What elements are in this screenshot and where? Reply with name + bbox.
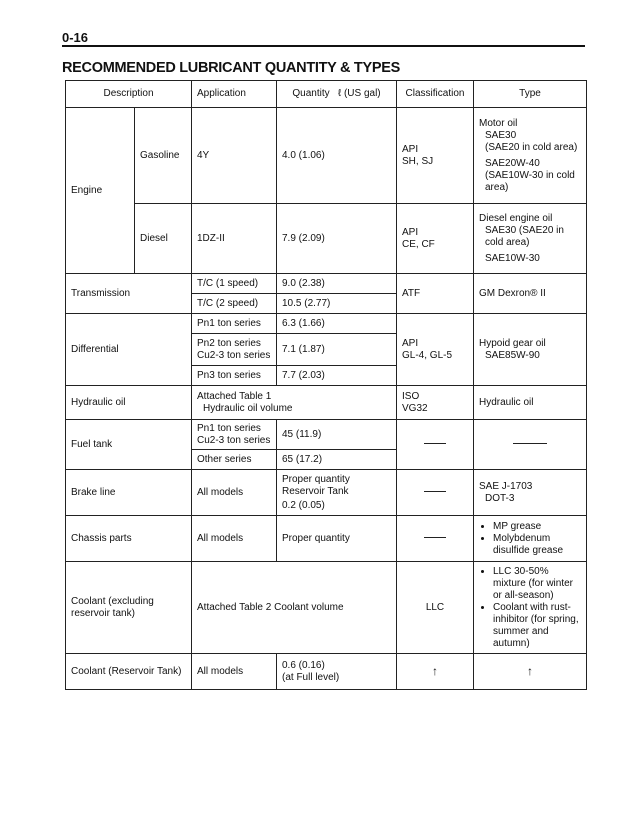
gasoline-classification-1: API (402, 143, 419, 155)
brake-type-1: SAE J-1703 (479, 480, 533, 492)
transmission-app-2: T/C (2 speed) (192, 294, 277, 314)
lubricant-table (65, 80, 587, 690)
brake-application: All models (192, 470, 277, 516)
transmission-qty-2: 10.5 (2.77) (277, 294, 397, 314)
coolant-type (474, 562, 587, 654)
engine-label: Engine (66, 108, 135, 274)
hydraulic-classification-2: VG32 (402, 402, 428, 414)
coolant-reservoir-quantity-2: (at Full level) (282, 671, 340, 683)
hydraulic-classification (397, 386, 474, 420)
gasoline-type-4: (SAE10W-30 in cold (485, 169, 575, 181)
gasoline-quantity: 4.0 (1.06) (277, 108, 397, 204)
not-applicable-dash (424, 443, 446, 444)
gasoline-application: 4Y (192, 108, 277, 204)
header-row (66, 81, 587, 108)
diesel-label: Diesel (135, 204, 192, 274)
chassis-row (66, 516, 587, 562)
diesel-application: 1DZ-II (192, 204, 277, 274)
header-description: Description (66, 81, 192, 108)
diesel-classification (397, 204, 474, 274)
brake-quantity-2: Reservoir Tank (282, 485, 349, 497)
hydraulic-app-1: Attached Table 1 (197, 390, 272, 402)
transmission-qty-1: 9.0 (2.38) (277, 274, 397, 294)
gasoline-type-3: SAE20W-40 (485, 157, 540, 169)
fuel-type (474, 420, 587, 470)
fuel-app-1b: Cu2-3 ton series (197, 434, 271, 446)
chassis-type-2: • Molybdenum disulfide grease (493, 533, 581, 557)
fuel-app-1 (192, 420, 277, 450)
differential-row-1 (66, 314, 587, 334)
header-quantity-unit: ℓ (US gal) (337, 88, 381, 99)
differential-qty-2: 7.1 (1.87) (277, 334, 397, 366)
coolant-reservoir-type (474, 654, 587, 690)
chassis-application: All models (192, 516, 277, 562)
engine-gasoline-row (66, 108, 587, 204)
fuel-app-1a: Pn1 ton series (197, 422, 261, 434)
fuel-app-2: Other series (192, 450, 277, 470)
differential-qty-1: 6.3 (1.66) (277, 314, 397, 334)
brake-quantity (277, 470, 397, 516)
header-quantity (277, 81, 397, 108)
differential-app-2 (192, 334, 277, 366)
diesel-classification-2: CE, CF (402, 238, 435, 250)
gasoline-classification (397, 108, 474, 204)
header-classification: Classification (397, 81, 474, 108)
coolant-reservoir-label: Coolant (Reservoir Tank) (66, 654, 192, 690)
differential-type (474, 314, 587, 386)
fuel-classification (397, 420, 474, 470)
not-applicable-dash (513, 443, 547, 444)
brake-type (474, 470, 587, 516)
coolant-type-2: • Coolant with rust-inhibitor (for spring, summer and autumn) (493, 602, 581, 650)
fuel-row-1 (66, 420, 587, 450)
hydraulic-app-2: Hydraulic oil volume (203, 402, 293, 414)
diesel-type-3: SAE10W-30 (485, 252, 540, 264)
gasoline-type-5: area) (485, 181, 509, 193)
differential-type-1: Hypoid gear oil (479, 337, 546, 349)
coolant-application: Attached Table 2 Coolant volume (192, 562, 397, 654)
gasoline-type-1: SAE30 (485, 129, 517, 141)
fuel-qty-1: 45 (11.9) (277, 420, 397, 450)
header-type: Type (474, 81, 587, 108)
transmission-type: GM Dexron® II (474, 274, 587, 314)
transmission-label: Transmission (66, 274, 192, 314)
hydraulic-label: Hydraulic oil (66, 386, 192, 420)
differential-type-2: SAE85W-90 (485, 349, 540, 361)
brake-row (66, 470, 587, 516)
hydraulic-row (66, 386, 587, 420)
header-rule (62, 45, 585, 47)
header-application: Application (192, 81, 277, 108)
fuel-label: Fuel tank (66, 420, 192, 470)
chassis-type (474, 516, 587, 562)
fuel-qty-2: 65 (17.2) (277, 450, 397, 470)
transmission-classification: ATF (397, 274, 474, 314)
gasoline-classification-2: SH, SJ (402, 155, 434, 167)
gasoline-label: Gasoline (135, 108, 192, 204)
differential-qty-3: 7.7 (2.03) (277, 366, 397, 386)
brake-quantity-3: 0.2 (0.05) (282, 499, 325, 511)
brake-quantity-1: Proper quantity (282, 473, 350, 485)
coolant-row (66, 562, 587, 654)
coolant-reservoir-quantity-1: 0.6 (0.16) (282, 659, 325, 671)
page-title: RECOMMENDED LUBRICANT QUANTITY & TYPES (62, 60, 400, 76)
differential-app-3: Pn3 ton series (192, 366, 277, 386)
diesel-classification-1: API (402, 226, 419, 238)
differential-label: Differential (66, 314, 192, 386)
hydraulic-classification-1: ISO (402, 390, 420, 402)
coolant-reservoir-row (66, 654, 587, 690)
page-number: 0-16 (62, 30, 89, 45)
differential-app-1: Pn1 ton series (192, 314, 277, 334)
transmission-row-1 (66, 274, 587, 294)
up-arrow-icon: ↑ (432, 663, 438, 678)
differential-classification (397, 314, 474, 386)
differential-classification-1: API (402, 337, 419, 349)
differential-app-2a: Pn2 ton series (197, 337, 261, 349)
coolant-label: Coolant (excluding reservoir tank) (66, 562, 192, 654)
coolant-classification: LLC (397, 562, 474, 654)
not-applicable-dash (424, 537, 446, 538)
brake-label: Brake line (66, 470, 192, 516)
gasoline-type (474, 108, 587, 204)
diesel-type-1: SAE30 (SAE20 in (485, 224, 564, 236)
chassis-quantity: Proper quantity (277, 516, 397, 562)
coolant-reservoir-application: All models (192, 654, 277, 690)
coolant-reservoir-classification (397, 654, 474, 690)
coolant-reservoir-quantity (277, 654, 397, 690)
engine-diesel-row (66, 204, 587, 274)
up-arrow-icon: ↑ (527, 663, 533, 678)
diesel-type-0: Diesel engine oil (479, 212, 553, 224)
header-quantity-label: Quantity (292, 88, 330, 99)
differential-app-2b: Cu2-3 ton series (197, 349, 271, 361)
diesel-quantity: 7.9 (2.09) (277, 204, 397, 274)
diesel-type (474, 204, 587, 274)
diesel-type-2: cold area) (485, 236, 530, 248)
brake-type-2: DOT-3 (485, 492, 515, 504)
gasoline-type-0: Motor oil (479, 117, 518, 129)
chassis-classification (397, 516, 474, 562)
differential-classification-2: GL-4, GL-5 (402, 349, 453, 361)
chassis-label: Chassis parts (66, 516, 192, 562)
hydraulic-type: Hydraulic oil (474, 386, 587, 420)
coolant-type-1: • LLC 30-50% mixture (for winter or all-season) (493, 566, 581, 602)
chassis-type-1: • MP grease (493, 521, 581, 533)
gasoline-type-2: (SAE20 in cold area) (485, 141, 578, 153)
not-applicable-dash (424, 491, 446, 492)
transmission-app-1: T/C (1 speed) (192, 274, 277, 294)
brake-classification (397, 470, 474, 516)
hydraulic-application (192, 386, 397, 420)
